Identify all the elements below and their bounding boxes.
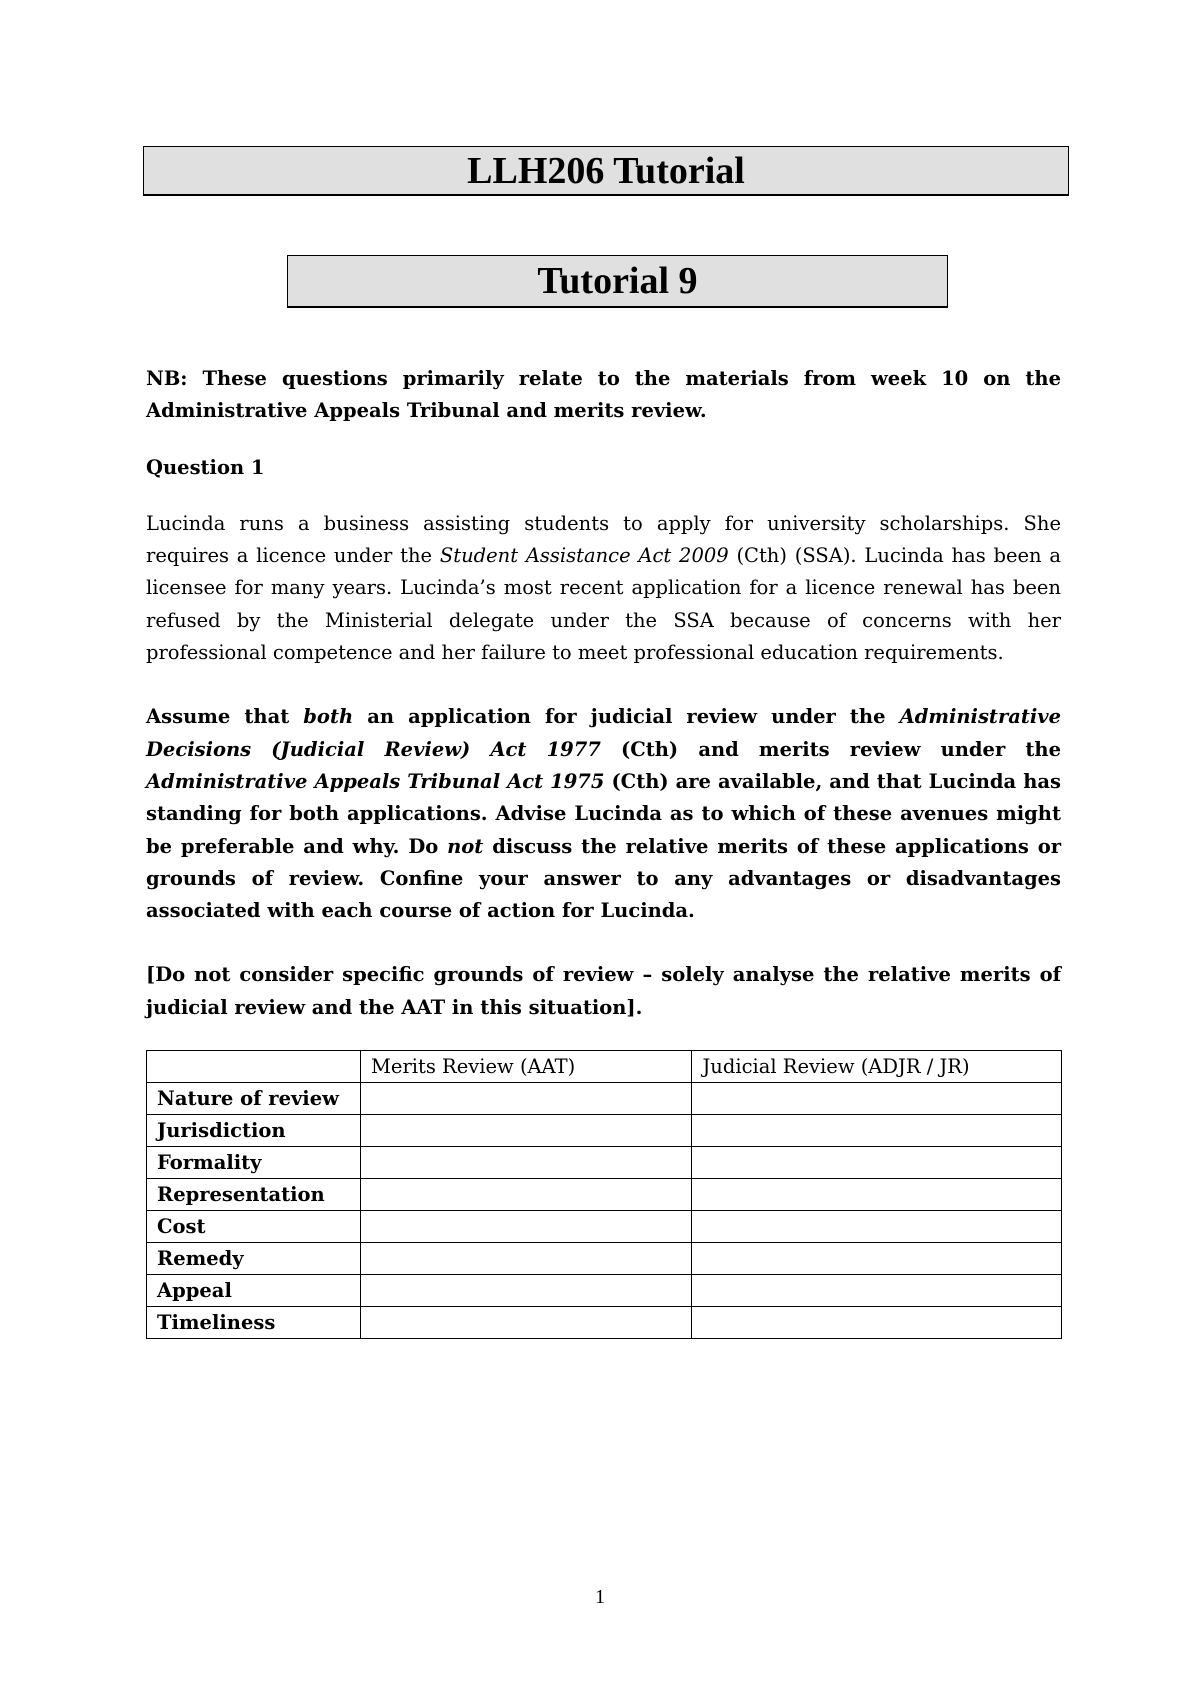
row-label: Formality [147, 1147, 361, 1179]
row-label: Jurisdiction [147, 1115, 361, 1147]
task-text-3: (Cth) and merits review under the [600, 737, 1061, 761]
tutorial-number-box [287, 255, 948, 308]
judicial-cell[interactable] [692, 1083, 1062, 1115]
table-header-merits: Merits Review (AAT) [360, 1051, 692, 1083]
row-label: Representation [147, 1179, 361, 1211]
document-body [146, 363, 1061, 1024]
act-name-ssa: Student Assistance Act 2009 [439, 544, 729, 568]
page-number: 1 [595, 1586, 605, 1608]
table-row [147, 1243, 1062, 1275]
table-header-row [147, 1051, 1062, 1083]
question-heading: Question 1 [146, 455, 265, 479]
row-label: Cost [147, 1211, 361, 1243]
table-header-empty [147, 1051, 361, 1083]
table-row [147, 1275, 1062, 1307]
judicial-cell[interactable] [692, 1307, 1062, 1339]
instruction-note: [Do not consider specific grounds of review – solely analyse the relative merits of judicial review and the AAT in this situation]. [146, 963, 1061, 1019]
scenario-text-2: (Cth) (SSA). Lucinda has been a licensee for many years. Lucinda’s most recent application for a licence renewal has been refused by the Ministerial delegate under the SSA because of concerns with her professional competence and her failure to meet professional education requirements. [146, 544, 1061, 665]
comparison-table [146, 1050, 1062, 1339]
table-row [147, 1307, 1062, 1339]
act-name-adjr: Administrative Decisions (Judicial Review) Act 1977 [146, 705, 1061, 761]
nb-note: NB: These questions primarily relate to the materials from week 10 on the Administrative Appeals Tribunal and merits review. [146, 367, 1061, 423]
judicial-cell[interactable] [692, 1147, 1062, 1179]
table-header-judicial: Judicial Review (ADJR / JR) [692, 1051, 1062, 1083]
merits-cell[interactable] [360, 1307, 692, 1339]
merits-cell[interactable] [360, 1115, 692, 1147]
row-label: Nature of review [147, 1083, 361, 1115]
judicial-cell[interactable] [692, 1211, 1062, 1243]
task-text-1: Assume that [146, 705, 304, 729]
table-row [147, 1115, 1062, 1147]
merits-cell[interactable] [360, 1179, 692, 1211]
task-paragraph [146, 701, 1061, 927]
merits-cell[interactable] [360, 1147, 692, 1179]
judicial-cell[interactable] [692, 1179, 1062, 1211]
merits-cell[interactable] [360, 1083, 692, 1115]
table-row [147, 1147, 1062, 1179]
tutorial-number: Tutorial 9 [537, 260, 698, 302]
table-row [147, 1083, 1062, 1115]
row-label: Timeliness [147, 1307, 361, 1339]
row-label: Remedy [147, 1243, 361, 1275]
row-label: Appeal [147, 1275, 361, 1307]
task-text-4: (Cth) are available, and that Lucinda has standing for both applications. Advise Lucinda as to which of these avenues might be preferable and why. Do [146, 769, 1062, 858]
merits-cell[interactable] [360, 1211, 692, 1243]
judicial-cell[interactable] [692, 1115, 1062, 1147]
judicial-cell[interactable] [692, 1275, 1062, 1307]
scenario-text-1: Lucinda runs a business assisting students to apply for university scholarships. She requires a licence under the [146, 511, 1061, 568]
merits-cell[interactable] [360, 1275, 692, 1307]
table-row [147, 1211, 1062, 1243]
task-emphasis-both: both [303, 705, 354, 729]
task-text-2: an application for judicial review under the [353, 705, 900, 729]
act-name-aat: Administrative Appeals Tribunal Act 1975 [146, 769, 605, 793]
merits-cell[interactable] [360, 1243, 692, 1275]
judicial-cell[interactable] [692, 1243, 1062, 1275]
document-title-box [143, 146, 1069, 196]
scenario-paragraph [146, 508, 1061, 669]
task-text-5: discuss the relative merits of these applications or grounds of review. Confine your answer to any advantages or disadvantages associated with each course of action for Lucinda. [146, 834, 1061, 923]
task-emphasis-not: not [447, 834, 484, 858]
table-row [147, 1179, 1062, 1211]
document-title: LLH206 Tutorial [467, 149, 745, 192]
